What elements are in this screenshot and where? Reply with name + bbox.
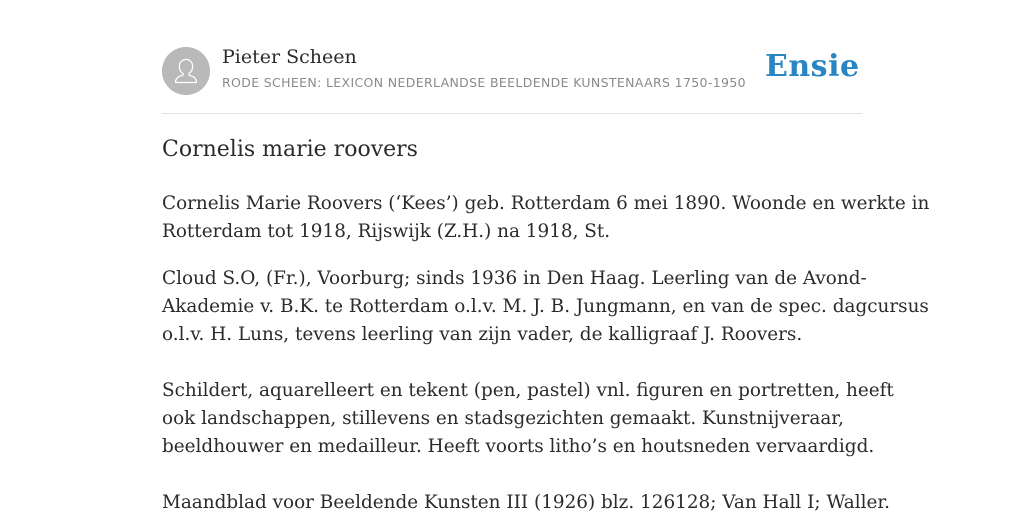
user-silhouette-icon: [162, 47, 210, 95]
paragraph-line: o.l.v. H. Luns, tevens leerling van zijn vader, de kalligraaf J. Roovers.: [162, 324, 803, 345]
article-paragraph-3: [162, 377, 894, 461]
paragraph-line: Schildert, aquarelleert en tekent (pen, pastel) vnl. figuren en portretten, heeft: [162, 380, 894, 401]
ensie-logo[interactable]: Ensie: [765, 49, 860, 84]
paragraph-line: Cornelis Marie Roovers (‘Kees’) geb. Rotterdam 6 mei 1890. Woonde en werkte in: [162, 193, 930, 214]
article-paragraph-2: [162, 265, 929, 349]
article-title: Cornelis marie roovers: [162, 137, 418, 162]
article-header: [162, 44, 862, 114]
user-avatar-icon[interactable]: [162, 47, 210, 95]
paragraph-line: Maandblad voor Beeldende Kunsten III (1926) blz. 126128; Van Hall I; Waller.: [162, 492, 890, 512]
article-paragraph-4: [162, 489, 890, 512]
source-lexicon[interactable]: RODE SCHEEN: LEXICON NEDERLANDSE BEELDENDE KUNSTENAARS 1750-1950: [222, 75, 746, 90]
paragraph-line: Akademie v. B.K. te Rotterdam o.l.v. M. J. B. Jungmann, en van de spec. dagcursus: [162, 296, 929, 317]
paragraph-line: Rotterdam tot 1918, Rijswijk (Z.H.) na 1918, St.: [162, 221, 611, 242]
paragraph-line: Cloud S.O, (Fr.), Voorburg; sinds 1936 in Den Haag. Leerling van de Avond-: [162, 268, 867, 289]
article-paragraph-1: [162, 190, 930, 246]
header-divider: [162, 113, 862, 114]
paragraph-line: ook landschappen, stillevens en stadsgezichten gemaakt. Kunstnijveraar,: [162, 408, 844, 429]
author-name[interactable]: Pieter Scheen: [222, 46, 357, 68]
paragraph-line: beeldhouwer en medailleur. Heeft voorts litho’s en houtsneden vervaardigd.: [162, 436, 875, 457]
